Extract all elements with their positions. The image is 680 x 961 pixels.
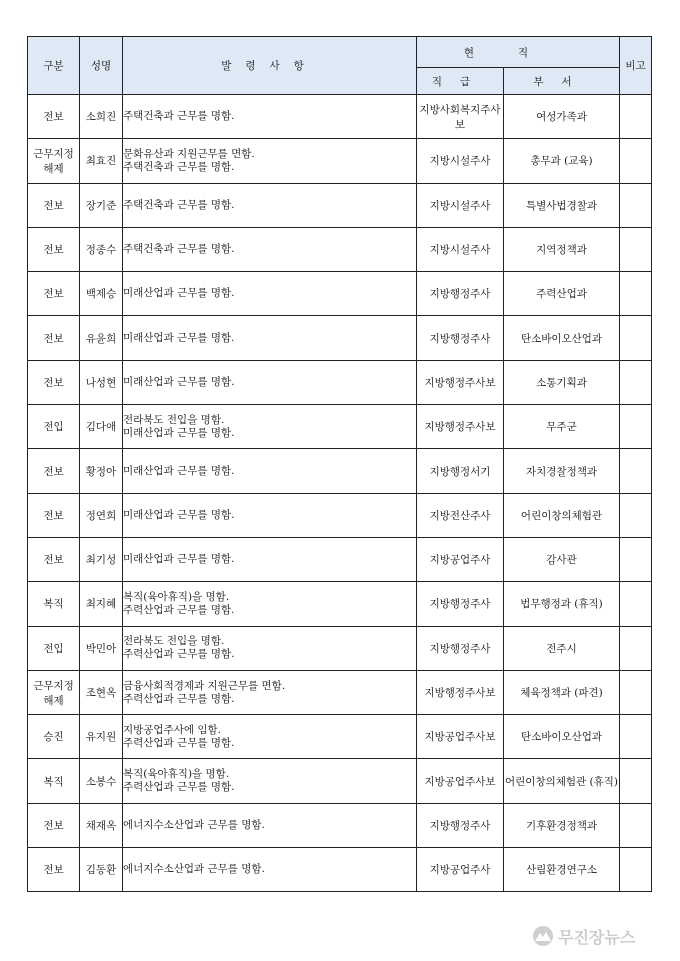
orders-cell <box>123 139 417 183</box>
order-line: 에너지수소산업과 근무를 명함. <box>123 818 265 831</box>
order-line: 지방공업주사에 임함. <box>123 723 221 736</box>
header-row-top <box>28 37 652 68</box>
name-cell: 최지혜 <box>80 582 123 626</box>
remarks-cell <box>620 360 652 404</box>
department-cell: 체육정책과 (파견) <box>504 670 620 714</box>
remarks-cell <box>620 715 652 759</box>
remarks-cell <box>620 493 652 537</box>
department-cell: 주력산업과 <box>504 272 620 316</box>
category-cell <box>28 227 80 271</box>
table-row <box>28 227 652 271</box>
grade-cell: 지방사회복지주사보 <box>417 95 504 139</box>
department-cell: 어린이창의체험관 <box>504 493 620 537</box>
orders-cell <box>123 715 417 759</box>
name-cell: 최기성 <box>80 537 123 581</box>
order-line: 에너지수소산업과 근무를 명함. <box>123 863 265 876</box>
watermark-text: 무진장뉴스 <box>558 927 636 947</box>
category-cell <box>28 405 80 449</box>
name-cell: 유지원 <box>80 715 123 759</box>
name-cell: 황정아 <box>80 449 123 493</box>
orders-cell <box>123 316 417 360</box>
grade-cell: 지방행정주사보 <box>417 405 504 449</box>
department-cell: 산림환경연구소 <box>504 848 620 892</box>
table-row <box>28 848 652 892</box>
remarks-cell <box>620 537 652 581</box>
department-cell: 어린이창의체험관 (휴직) <box>504 759 620 803</box>
category-cell <box>28 139 80 183</box>
table-row <box>28 715 652 759</box>
grade-cell: 지방행정주사 <box>417 626 504 670</box>
order-line: 미래산업과 근무를 명함. <box>123 287 235 300</box>
order-line: 전라북도 전입을 명함. <box>123 635 225 648</box>
remarks-cell <box>620 272 652 316</box>
order-line: 전라북도 전입을 명함. <box>123 413 225 426</box>
remarks-cell <box>620 139 652 183</box>
orders-cell <box>123 848 417 892</box>
name-cell: 채재옥 <box>80 803 123 847</box>
header-category: 구분 <box>28 37 80 95</box>
category-cell <box>28 316 80 360</box>
name-cell: 백제승 <box>80 272 123 316</box>
category-cell <box>28 537 80 581</box>
order-line: 주택건축과 근무를 명함. <box>123 160 235 173</box>
category-text: 복직 <box>43 598 64 611</box>
orders-cell <box>123 803 417 847</box>
category-text: 전보 <box>43 465 64 478</box>
table-row <box>28 582 652 626</box>
order-line: 금융사회적경제과 지원근무를 면함. <box>123 679 286 692</box>
department-cell: 전주시 <box>504 626 620 670</box>
orders-cell <box>123 759 417 803</box>
table-row <box>28 316 652 360</box>
category-cell <box>28 582 80 626</box>
category-cell <box>28 95 80 139</box>
order-line: 미래산업과 근무를 명함. <box>123 464 235 477</box>
table-row <box>28 405 652 449</box>
mountain-logo-icon <box>532 925 554 947</box>
category-text: 해제 <box>43 694 64 707</box>
order-line: 미래산업과 근무를 명함. <box>123 553 235 566</box>
table-row <box>28 360 652 404</box>
remarks-cell <box>620 670 652 714</box>
category-cell <box>28 848 80 892</box>
category-text: 해제 <box>43 162 64 175</box>
header-name: 성명 <box>80 37 123 95</box>
category-text: 전보 <box>43 509 64 522</box>
table-row <box>28 803 652 847</box>
header-grade: 직급 <box>417 68 504 95</box>
table-row <box>28 537 652 581</box>
grade-cell: 지방행정주사 <box>417 582 504 626</box>
category-cell <box>28 803 80 847</box>
order-line: 미래산업과 근무를 명함. <box>123 375 235 388</box>
grade-cell: 지방행정주사 <box>417 316 504 360</box>
order-line: 주력산업과 근무를 명함. <box>123 781 235 794</box>
order-line: 주택건축과 근무를 명함. <box>123 243 235 256</box>
order-line: 문화유산과 지원근무를 면함. <box>123 147 255 160</box>
category-text: 전보 <box>43 199 64 212</box>
remarks-cell <box>620 405 652 449</box>
category-text: 전보 <box>43 288 64 301</box>
category-text: 전입 <box>43 642 64 655</box>
category-text: 전보 <box>43 376 64 389</box>
order-line: 미래산업과 근무를 명함. <box>123 331 235 344</box>
orders-cell <box>123 227 417 271</box>
remarks-cell <box>620 227 652 271</box>
grade-cell: 지방공업주사보 <box>417 759 504 803</box>
personnel-orders-table <box>27 36 652 892</box>
name-cell: 조현옥 <box>80 670 123 714</box>
grade-cell: 지방공업주사보 <box>417 715 504 759</box>
department-cell: 탄소바이오산업과 <box>504 715 620 759</box>
category-cell <box>28 493 80 537</box>
table-row <box>28 272 652 316</box>
header-current-position: 현직 <box>417 37 620 68</box>
remarks-cell <box>620 316 652 360</box>
grade-cell: 지방시설주사 <box>417 183 504 227</box>
department-cell: 탄소바이오산업과 <box>504 316 620 360</box>
category-cell <box>28 449 80 493</box>
grade-cell: 지방공업주사 <box>417 537 504 581</box>
remarks-cell <box>620 759 652 803</box>
grade-cell: 지방행정주사보 <box>417 670 504 714</box>
department-cell: 지역정책과 <box>504 227 620 271</box>
category-text: 전보 <box>43 332 64 345</box>
orders-cell <box>123 493 417 537</box>
name-cell: 김동환 <box>80 848 123 892</box>
table-row <box>28 139 652 183</box>
name-cell: 정연희 <box>80 493 123 537</box>
category-cell <box>28 759 80 803</box>
category-text: 전보 <box>43 244 64 257</box>
name-cell: 소희진 <box>80 95 123 139</box>
order-line: 미래산업과 근무를 명함. <box>123 426 235 439</box>
name-cell: 박민아 <box>80 626 123 670</box>
table-row <box>28 493 652 537</box>
order-line: 복직(육아휴직)을 명함. <box>123 590 230 603</box>
orders-cell <box>123 405 417 449</box>
name-cell: 최효진 <box>80 139 123 183</box>
department-cell: 기후환경정책과 <box>504 803 620 847</box>
category-text: 근무지정 <box>33 147 74 160</box>
order-line: 주력산업과 근무를 명함. <box>123 648 235 661</box>
name-cell: 정종수 <box>80 227 123 271</box>
category-cell <box>28 360 80 404</box>
remarks-cell <box>620 183 652 227</box>
department-cell: 총무과 (교육) <box>504 139 620 183</box>
orders-cell <box>123 670 417 714</box>
header-remarks: 비고 <box>620 37 652 95</box>
order-line: 주택건축과 근무를 명함. <box>123 110 235 123</box>
order-line: 주력산업과 근무를 명함. <box>123 736 235 749</box>
category-text: 전보 <box>43 864 64 877</box>
category-text: 전보 <box>43 554 64 567</box>
category-text: 복직 <box>43 775 64 788</box>
order-line: 주력산업과 근무를 명함. <box>123 692 235 705</box>
department-cell: 자치경찰정책과 <box>504 449 620 493</box>
category-cell <box>28 670 80 714</box>
order-line: 주력산업과 근무를 명함. <box>123 603 235 616</box>
remarks-cell <box>620 95 652 139</box>
grade-cell: 지방행정주사보 <box>417 360 504 404</box>
order-line: 미래산업과 근무를 명함. <box>123 508 235 521</box>
grade-cell: 지방행정주사 <box>417 803 504 847</box>
grade-cell: 지방시설주사 <box>417 227 504 271</box>
orders-cell <box>123 582 417 626</box>
table-row <box>28 626 652 670</box>
name-cell: 나성현 <box>80 360 123 404</box>
department-cell: 소통기획과 <box>504 360 620 404</box>
department-cell: 법무행정과 (휴직) <box>504 582 620 626</box>
header-department: 부서 <box>504 68 620 95</box>
remarks-cell <box>620 626 652 670</box>
category-text: 전보 <box>43 111 64 124</box>
orders-cell <box>123 272 417 316</box>
category-cell <box>28 183 80 227</box>
grade-cell: 지방행정서기 <box>417 449 504 493</box>
category-text: 승진 <box>43 731 64 744</box>
grade-cell: 지방행정주사 <box>417 272 504 316</box>
table-row <box>28 670 652 714</box>
orders-cell <box>123 183 417 227</box>
orders-cell <box>123 360 417 404</box>
table-row <box>28 183 652 227</box>
orders-cell <box>123 449 417 493</box>
remarks-cell <box>620 449 652 493</box>
orders-cell <box>123 537 417 581</box>
category-cell <box>28 272 80 316</box>
name-cell: 장기준 <box>80 183 123 227</box>
grade-cell: 지방전산주사 <box>417 493 504 537</box>
name-cell: 소봉수 <box>80 759 123 803</box>
department-cell: 감사관 <box>504 537 620 581</box>
header-orders: 발령사항 <box>123 37 417 95</box>
order-line: 주택건축과 근무를 명함. <box>123 198 235 211</box>
name-cell: 유윤희 <box>80 316 123 360</box>
department-cell: 여성가족과 <box>504 95 620 139</box>
category-text: 전입 <box>43 421 64 434</box>
category-text: 전보 <box>43 819 64 832</box>
category-text: 근무지정 <box>33 679 74 692</box>
news-watermark <box>532 922 672 950</box>
orders-cell <box>123 626 417 670</box>
name-cell: 김다애 <box>80 405 123 449</box>
orders-cell <box>123 95 417 139</box>
table-row <box>28 449 652 493</box>
remarks-cell <box>620 803 652 847</box>
department-cell: 무주군 <box>504 405 620 449</box>
grade-cell: 지방공업주사 <box>417 848 504 892</box>
category-cell <box>28 715 80 759</box>
remarks-cell <box>620 848 652 892</box>
order-line: 복직(육아휴직)을 명함. <box>123 768 230 781</box>
department-cell: 특별사법경찰과 <box>504 183 620 227</box>
table-row <box>28 95 652 139</box>
grade-cell: 지방시설주사 <box>417 139 504 183</box>
remarks-cell <box>620 582 652 626</box>
category-cell <box>28 626 80 670</box>
table-row <box>28 759 652 803</box>
